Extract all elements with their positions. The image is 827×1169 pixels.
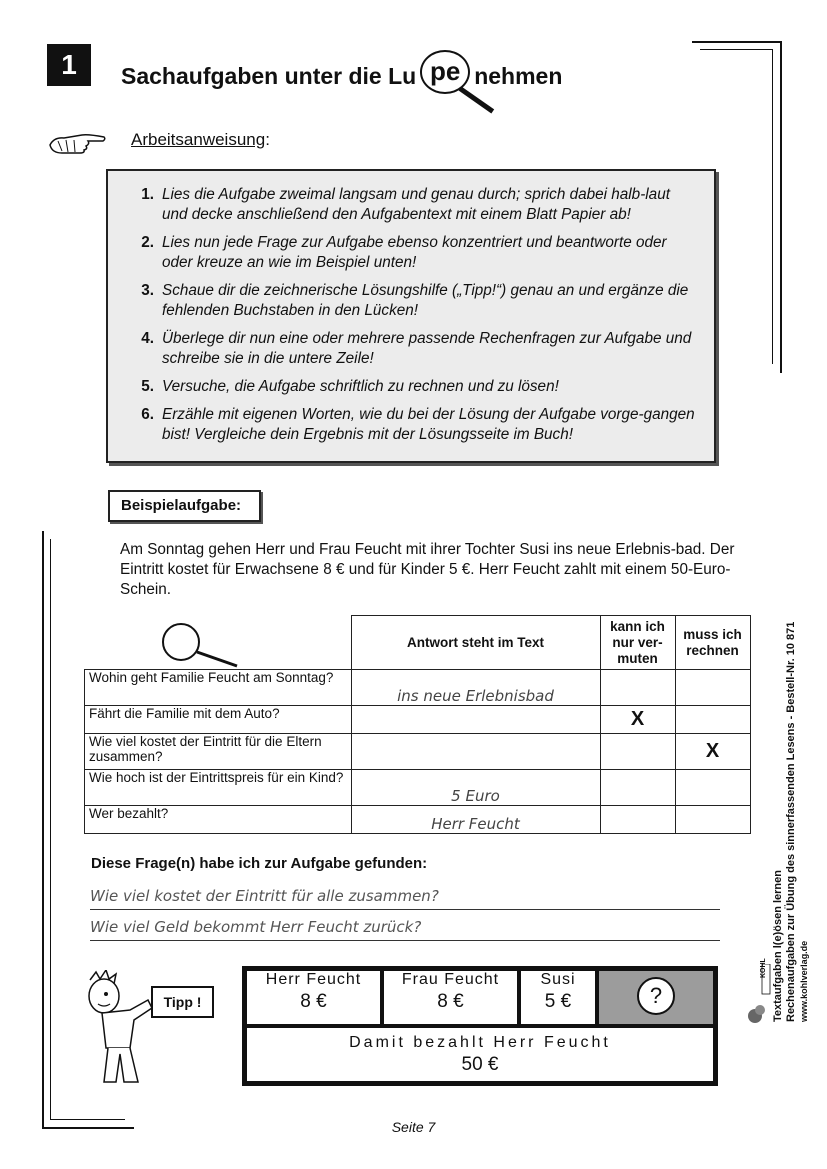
page-title [121,56,562,100]
found-question-line[interactable]: Wie viel Geld bekommt Herr Feucht zurück? [90,918,720,941]
question-icon: ? [637,977,675,1015]
tip-cell-susi [519,969,597,1026]
tip-cell-name: Susi [540,971,576,988]
title-lens-text: pe [430,56,461,86]
boy-illustration [82,970,162,1095]
instruction-item: 3. Schaue dir die zeichnerische Lösungshilfe („Tipp!“) genau an und ergänze die fehlenden Buchstaben in den Lücken! [141,282,689,319]
tip-cell-total [245,1026,715,1083]
instructions-box [106,169,716,463]
instruction-item: 6. Erzähle mit eigenen Worten, wie du bei der Lösung der Aufgabe vorge-gangen bist! Vergleiche dein Ergebnis mit der Lösungsseite im Buch! [141,406,695,443]
title-end: nehmen [474,63,563,90]
example-story: Am Sonntag gehen Herr und Frau Feucht mit ihrer Tochter Susi ins neue Erlebnis-bad. Der Eintritt kostet für Erwachsene 8 € und für Kinder 5 €. Herr Feucht zahlt mit einem 50-Euro-Schein. [120,541,735,598]
tip-total-text: Damit bezahlt Herr Feucht [349,1034,611,1051]
tip-cell-name: Frau Feucht [401,971,500,988]
table-row: Fährt die Familie mit dem Auto? X [85,706,751,734]
instruction-item: 4. Überlege dir nun eine oder mehrere passende Rechenfragen zur Aufgabe und schreibe sie in die untere Zeile! [141,330,692,367]
table-row: Wohin geht Familie Feucht am Sonntag? ins neue Erlebnisbad [85,670,751,706]
question-table [84,615,751,834]
col-header-guess: kann ich nur ver-muten [600,616,675,670]
tip-cell-value: 5 € [544,991,572,1012]
table-row: Wie viel kostet der Eintritt für die Eltern zusammen? X [85,734,751,770]
tip-cell-frau [382,969,519,1026]
tip-cell-herr [245,969,382,1026]
chapter-number: 1 [47,44,91,86]
instruction-item: 1. Lies die Aufgabe zweimal langsam und genau durch; sprich dabei halb-laut und decke anschließend den Aufgabentext mit einem Blatt Papier ab! [141,186,670,223]
magnifier-icon [420,50,470,94]
tip-cell-name: Herr Feucht [265,971,362,988]
tip-cell-unknown [597,969,715,1026]
col-header-text: Antwort steht im Text [351,616,600,670]
instruction-item: 2. Lies nun jede Frage zur Aufgabe ebenso konzentriert und beantworte oder oder kreuze an wie im Beispiel unten! [141,234,667,271]
tip-cell-value: 8 € [437,991,464,1012]
example-heading: Beispielaufgabe: [108,490,261,522]
instructions-heading: Arbeitsanweisung: [131,130,270,149]
col-header-calc: muss ich rechnen [675,616,750,670]
tip-sign: Tipp ! [151,986,214,1018]
table-row: Wer bezahlt? Herr Feucht [85,806,751,834]
tip-cell-value: 8 € [300,991,327,1012]
instruction-item: 5. Versuche, die Aufgabe schriftlich zu rechnen und zu lösen! [141,378,559,395]
magnifier-icon [85,616,352,670]
page-number: Seite 7 [391,1119,436,1135]
tip-diagram [242,966,718,1086]
table-row: Wie hoch ist der Eintrittspreis für ein Kind? 5 Euro [85,770,751,806]
pointing-hand-icon [48,131,108,162]
found-question-line[interactable]: Wie viel kostet der Eintritt für alle zusammen? [90,887,720,910]
publisher-side-text: Textaufgaben l(e)ösen lernen Rechenaufgaben zur Übung des sinnerfassenden Lesens - Bestell-Nr. 10 871 www.kohlverlag.de [772,621,809,1022]
publisher-logo: KOHL [746,964,772,1026]
found-questions-heading: Diese Frage(n) habe ich zur Aufgabe gefunden: [91,855,428,872]
title-start: Sachaufgaben unter die Lu [121,63,417,90]
tip-total-value: 50 € [461,1054,499,1075]
